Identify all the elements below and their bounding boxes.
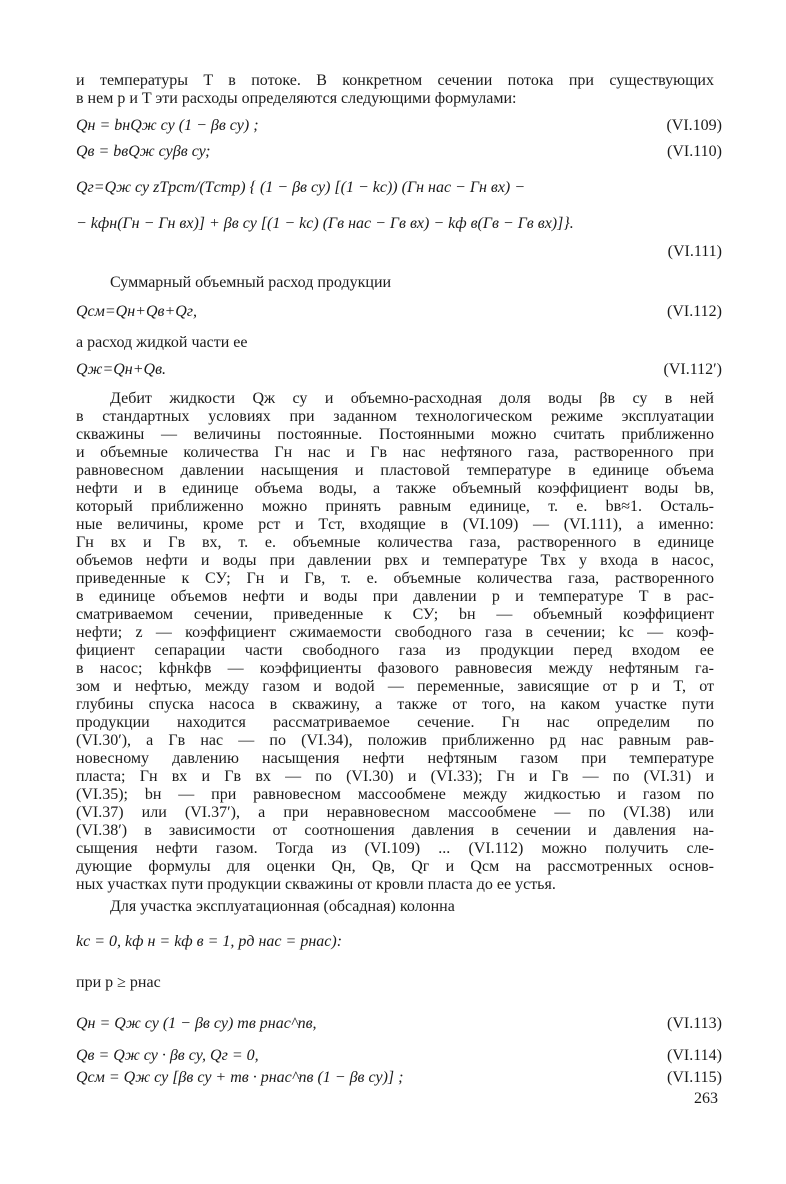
equation-number: (VI.113) bbox=[667, 1015, 722, 1032]
equation-number: (VI.112′) bbox=[663, 361, 722, 378]
paragraph-line: в насос; kфнkфв — коэффициенты фазового равновесия между нефтяным га- bbox=[76, 660, 714, 677]
paragraph-line: ных участках пути продукции скважины от кровли пласта до ее устья. bbox=[76, 876, 556, 893]
paragraph-line: новесному давлению насыщения нефти нефтяным газом при температуре bbox=[76, 750, 714, 767]
paragraph-line: объемов нефти и воды при давлении pвх и температуре Tвх у входа в насос, bbox=[76, 552, 714, 569]
formula-vi113: Qн = Qж су (1 − βв су) mв pнас^nв, bbox=[76, 1015, 317, 1032]
paragraph-line: в единице объемов нефти и воды при давлении p и температуре T в рас- bbox=[76, 588, 714, 605]
paragraph-line: скважины — величины постоянные. Постоянными можно считать приближенно bbox=[76, 426, 714, 443]
paragraph-line: ные величины, кроме pст и Tст, входящие в (VI.109) — (VI.111), а именно: bbox=[76, 516, 714, 533]
paragraph-line: и объемные количества Γн нас и Γв нас нефтяного газа, растворенного при bbox=[76, 444, 714, 461]
formula-vi114: Qв = Qж су · βв су, Qг = 0, bbox=[76, 1047, 259, 1064]
paragraph-line: сматриваемом сечении, приведенные к СУ; bн — объемный коэффициент bbox=[76, 606, 714, 623]
paragraph-line: приведенные к СУ; Γн и Γв, т. е. объемные количества газа, растворенного bbox=[76, 570, 714, 587]
paragraph-line: Дебит жидкости Qж су и объемно-расходная доля воды βв су в ней bbox=[110, 390, 714, 407]
text-line: в нем p и T эти расходы определяются следующими формулами: bbox=[76, 90, 517, 107]
paragraph-line: Γн вх и Γв вх, т. е. объемные количества газа, растворенного в единице bbox=[76, 534, 714, 551]
paragraph-line: нефти; z — коэффициент сжимаемости свободного газа в сечении; kс — коэф- bbox=[76, 624, 714, 641]
paragraph-line: нефти и в единице объема воды, а также объемный коэффициент воды bв, bbox=[76, 480, 714, 497]
text-line: а расход жидкой части ее bbox=[76, 334, 248, 351]
equation-number: (VI.109) bbox=[666, 117, 722, 134]
formula-vi112-prime: Qж=Qн+Qв. bbox=[76, 361, 167, 378]
text-line: и температуры T в потоке. В конкретном сечении потока при существующих bbox=[76, 72, 714, 89]
paragraph-line: фициент сепарации части свободного газа из продукции перед входом ее bbox=[76, 642, 714, 659]
formula-vi111-line2: − kфн(Γн − Γн вх)] + βв су [(1 − kс) (Γв нас − Γв вх) − kф в(Γв − Γв вх)]}. bbox=[76, 215, 574, 232]
conditions-formula: kс = 0, kф н = kф в = 1, pд нас = pнас): bbox=[76, 933, 343, 950]
formula-vi115: Qсм = Qж су [βв су + mв · pнас^nв (1 − βв су)] ; bbox=[76, 1069, 404, 1086]
formula-vi110: Qв = bвQж суβв су; bbox=[76, 143, 211, 160]
paragraph-line: (VI.35); bн — при равновесном массообмене между жидкостью и газом по bbox=[76, 786, 714, 803]
equation-number: (VI.110) bbox=[667, 143, 722, 160]
paragraph-line: (VI.30′), а Γв нас — по (VI.34), положив приближенно pд нас равным рав- bbox=[76, 732, 714, 749]
equation-number: (VI.115) bbox=[667, 1069, 722, 1086]
paragraph-line: дующие формулы для оценки Qн, Qв, Qг и Qсм на рассмотренных основ- bbox=[76, 858, 714, 875]
paragraph-line: сыщения нефти газом. Тогда из (VI.109) ... (VI.112) можно получить сле- bbox=[76, 840, 714, 857]
text-line: Суммарный объемный расход продукции bbox=[110, 274, 392, 291]
paragraph-line: равновесном давлении насыщения и пластовой температуре в единице объема bbox=[76, 462, 714, 479]
paragraph-line: (VI.37) или (VI.37′), а при неравновесном массообмене — по (VI.38) или bbox=[76, 804, 714, 821]
formula-vi109: Qн = bнQж су (1 − βв су) ; bbox=[76, 117, 259, 134]
section-heading: Для участка эксплуатационная (обсадная) колонна bbox=[110, 898, 455, 915]
formula-vi111-line1: Qг=Qж су zTpст/(Tстp) { (1 − βв су) [(1 − kс)) (Γн нас − Γн вх) − bbox=[76, 179, 526, 196]
page-number: 263 bbox=[694, 1090, 718, 1107]
paragraph-line: зом и нефтью, между газом и водой — переменные, зависящие от p и T, от bbox=[76, 678, 714, 695]
equation-number: (VI.114) bbox=[667, 1047, 722, 1064]
equation-number: (VI.112) bbox=[667, 303, 722, 320]
text-line: при p ≥ pнас bbox=[76, 974, 161, 991]
paragraph-line: (VI.38′) в зависимости от соотношения давления в сечении и давления на- bbox=[76, 822, 714, 839]
paragraph-line: который приближенно можно принять равным единице, т. е. bв≈1. Осталь- bbox=[76, 498, 714, 515]
paragraph-line: продукции находится рассматриваемое сечение. Γн нас определим по bbox=[76, 714, 714, 731]
equation-number: (VI.111) bbox=[667, 243, 722, 260]
paragraph-line: в стандартных условиях при заданном технологическом режиме эксплуатации bbox=[76, 408, 714, 425]
formula-vi112: Qсм=Qн+Qв+Qг, bbox=[76, 303, 198, 320]
paragraph-line: пласта; Γн вх и Γв вх — по (VI.30) и (VI.33); Γн и Γв — по (VI.31) и bbox=[76, 768, 714, 785]
paragraph-line: глубины спуска насоса в скважину, а также от того, на каком участке пути bbox=[76, 696, 714, 713]
